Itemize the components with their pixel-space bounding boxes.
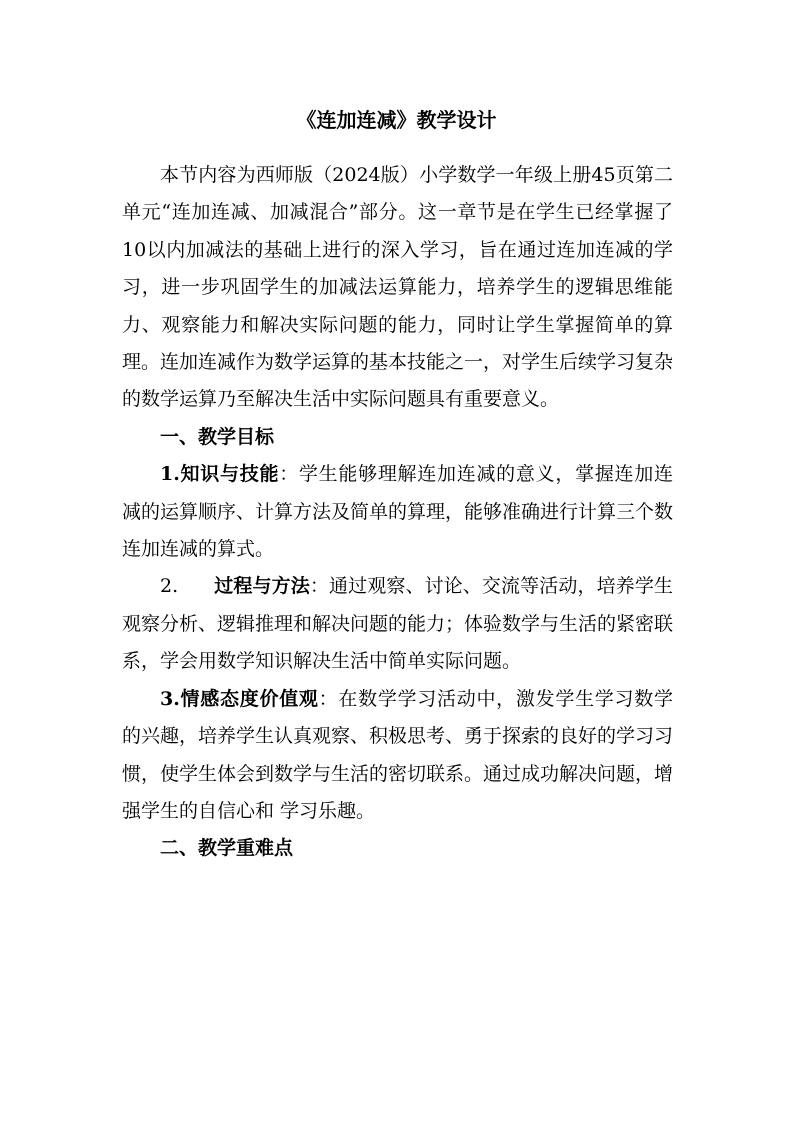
goal-emotion-values-text: ：在数学学习活动中，激发学生学习数学的兴趣，培养学生认真观察、积极思考、勇于探索的良好的学习习惯，使学生体会到数学与生活的密切联系。通过成功解决问题，增强学生的自信心和 学习乐趣。 (122, 687, 674, 822)
goal-process-methods-text: ：通过观察、讨论、交流等活动，培养学生观察分析、逻辑推理和解决问题的能力；体验数学与生活的紧密联系，学会用数学知识解决生活中简单实际问题。 (122, 575, 674, 673)
goal-knowledge-skills (122, 456, 673, 568)
goal-process-methods-number: 2. (160, 575, 179, 598)
section-heading-key-points: 二、教学重难点 (160, 837, 294, 860)
goal-process-methods-label: 过程与方法 (214, 575, 310, 598)
intro-paragraph: 本节内容为西师版（2024版）小学数学一年级上册45页第二单元“连加连减、加减混合”部分。这一章节是在学生已经掌握了10以内加减法的基础上进行的深入学习，旨在通过连加连减的学习，进一步巩固学生的加减法运算能力，培养学生的逻辑思维能力、观察能力和解决实际问题的能力，同时让学生掌握简单的算理。连加连减作为数学运算的基本技能之一，对学生后续学习复杂的数学运算乃至解决生活中实际问题具有重要意义。 (122, 164, 674, 411)
goal-process-methods (122, 568, 673, 680)
goal-knowledge-skills-label: 1.知识与技能 (160, 463, 280, 486)
section-heading-teaching-goals: 一、教学目标 (160, 425, 275, 448)
document-title: 《连加连减》教学设计 (296, 108, 497, 132)
document-body (122, 157, 673, 868)
goal-knowledge-skills-text: ：学生能够理解连加连减的意义，掌握连加连减的运算顺序、计算方法及简单的算理，能够准确进行计算三个数连加连减的算式。 (122, 463, 674, 561)
goal-emotion-values-label: 3.情感态度价值观 (160, 687, 319, 710)
goal-emotion-values (122, 681, 673, 831)
